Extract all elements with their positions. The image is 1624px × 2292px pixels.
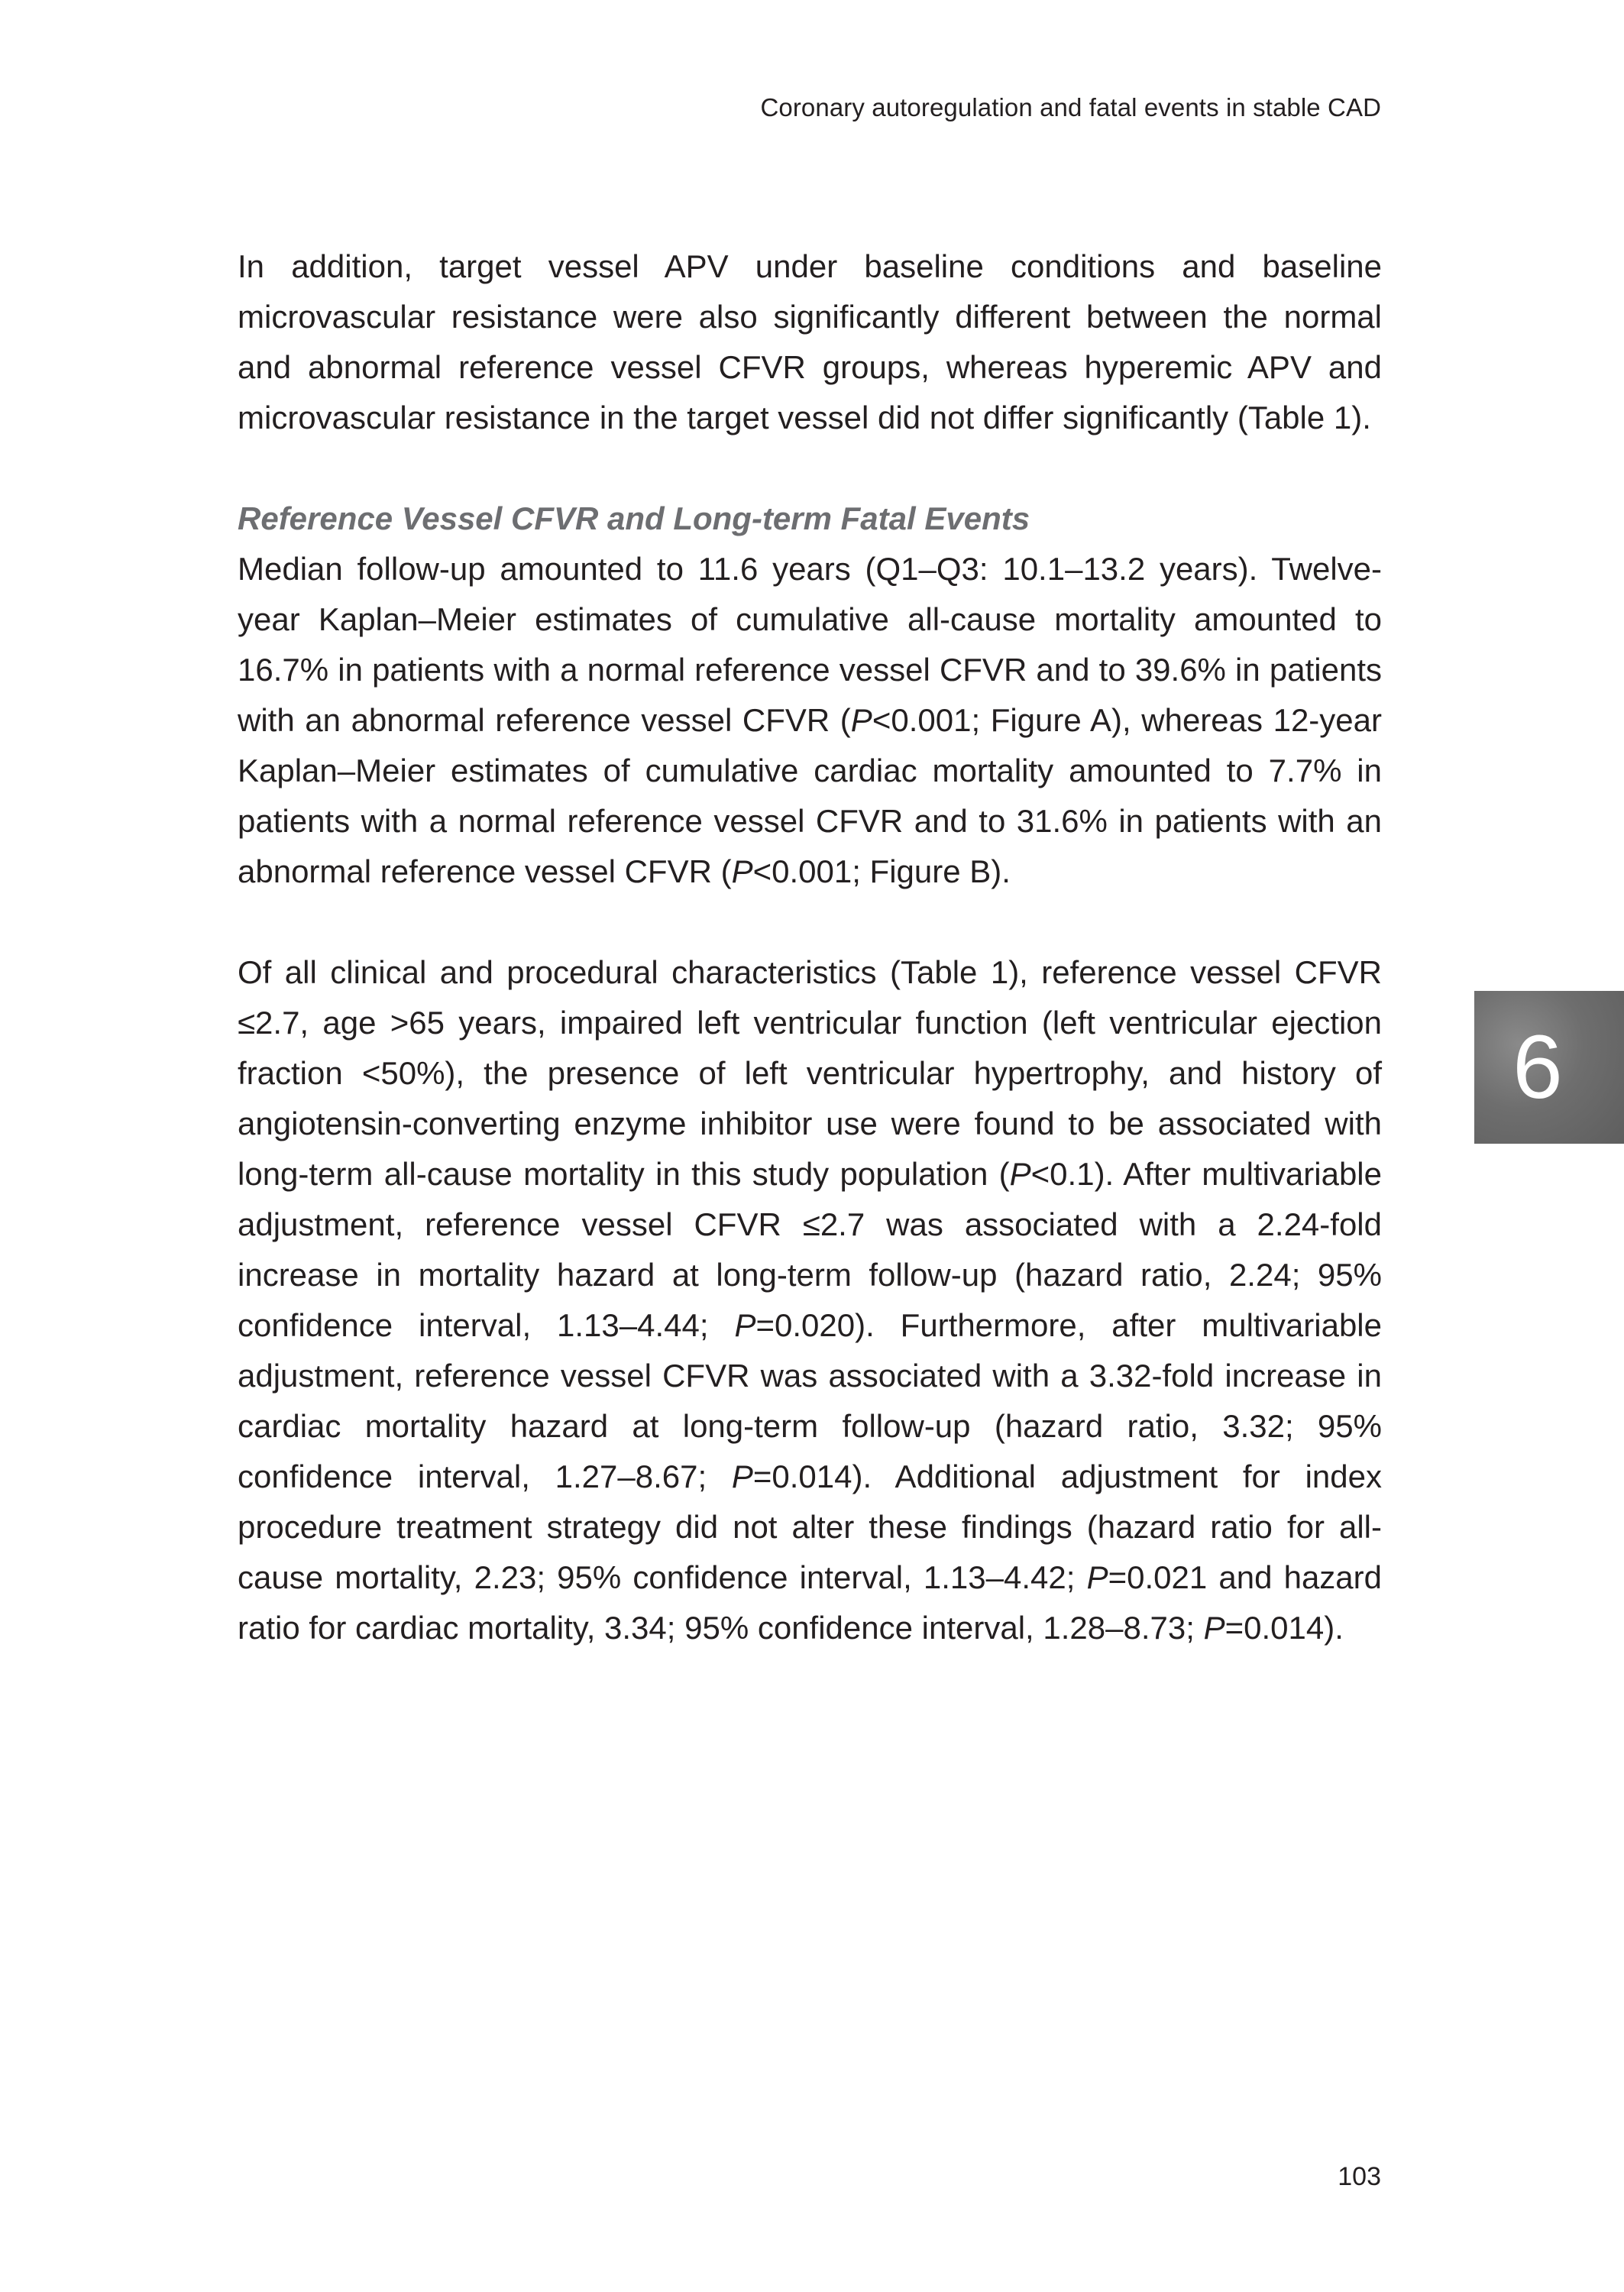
text-span: <0.1). After multivariable adjustment, reference vessel CFVR ≤2.7 was associated with a 2.24-fold increase in mortality hazard at long-term follow-up (hazard ratio, 2.24; 95% confidence interval, 1.13–4.44; — [238, 1156, 1382, 1343]
text-span: <0.001; Figure B). — [752, 853, 1011, 889]
text-span: Median follow-up amounted to 11.6 years (Q1–Q3: 10.1–13.2 years). Twelve-year Kaplan–Meier estimates of cumulative all-cause mortality amounted to 16.7% in patients with a normal reference vessel CFVR and to 39.6% in patients with an abnormal reference vessel CFVR ( — [238, 551, 1382, 738]
page-number: 103 — [1338, 2162, 1381, 2191]
p-value-symbol: P — [1086, 1559, 1108, 1595]
text-span: =0.021 and hazard ratio for cardiac mortality, 3.34; 95% confidence interval, 1.28–8.73; — [238, 1559, 1382, 1646]
p-value-symbol: P — [731, 1458, 753, 1494]
running-header: Coronary autoregulation and fatal events in stable CAD — [760, 93, 1381, 121]
section-heading: Reference Vessel CFVR and Long-term Fatal Events — [238, 500, 1030, 536]
p-value-symbol: P — [1203, 1610, 1225, 1646]
text-span: <0.001; Figure A), whereas 12-year Kaplan–Meier estimates of cumulative cardiac mortality amounted to 7.7% in patients with a normal reference vessel CFVR and to 31.6% in patients with an abnormal reference vessel CFVR ( — [238, 702, 1382, 889]
text-span: Of all clinical and procedural characteristics (Table 1), reference vessel CFVR ≤2.7, age >65 years, impaired left ventricular function (left ventricular ejection fraction <50%), the presence of left ventricular hypertrophy, and history of angiotensin-converting enzyme inhibitor use were found to be associated with long-term all-cause mortality in this study population ( — [238, 954, 1382, 1192]
p-value-symbol: P — [1009, 1156, 1031, 1192]
p-value-symbol: P — [734, 1307, 756, 1343]
body-text — [238, 241, 1382, 1653]
paragraph-multivariable — [238, 947, 1382, 1653]
text-span: =0.020). Furthermore, after multivariable adjustment, reference vessel CFVR was associated with a 3.32-fold increase in cardiac mortality hazard at long-term follow-up (hazard ratio, 3.32; 95% confidence interval, 1.27–8.67; — [238, 1307, 1383, 1494]
chapter-tab: 6 — [1474, 991, 1624, 1144]
paragraph-follow-up — [238, 544, 1382, 897]
p-value-symbol: P — [731, 853, 753, 889]
text-span: =0.014). Additional adjustment for index procedure treatment strategy did not alter these findings (hazard ratio for all-cause mortality, 2.23; 95% confidence interval, 1.13–4.42; — [238, 1458, 1383, 1595]
text-span: =0.014). — [1224, 1610, 1344, 1646]
paragraph-target-vessel: In addition, target vessel APV under baseline conditions and baseline microvascular resistance were also significantly different between the normal and abnormal reference vessel CFVR groups, whereas hyperemic APV and microvascular resistance in the target vessel did not differ significantly (Table 1). — [238, 248, 1382, 435]
p-value-symbol: P — [850, 702, 872, 738]
